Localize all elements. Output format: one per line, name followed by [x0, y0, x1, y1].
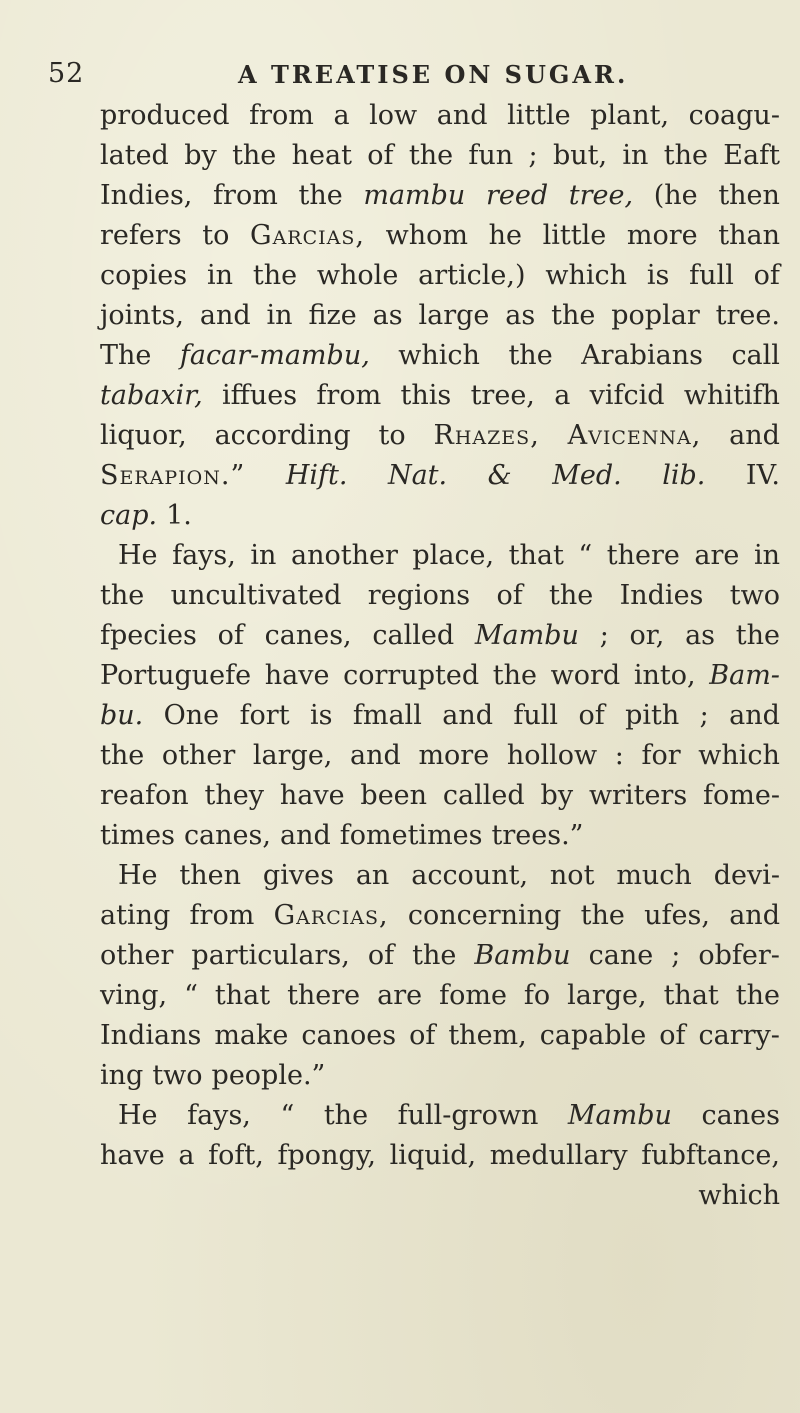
- word: called: [442, 780, 525, 811]
- word: another: [291, 540, 398, 571]
- word: Indies: [619, 580, 704, 611]
- text-line: [100, 176, 780, 216]
- word: regions: [367, 580, 471, 611]
- word: this: [400, 380, 452, 411]
- word: have: [264, 660, 330, 691]
- text-line: [100, 896, 780, 936]
- text-line: [118, 1096, 780, 1136]
- word: fpecies: [100, 620, 197, 651]
- word: devi-: [713, 860, 780, 891]
- word: large,: [567, 980, 647, 1011]
- word: in: [622, 140, 649, 171]
- text-line: [100, 456, 780, 496]
- word: ing: [100, 1060, 144, 1091]
- word: fmall: [352, 700, 422, 731]
- text-line: [100, 936, 780, 976]
- word: people.”: [211, 1060, 326, 1091]
- word: in: [753, 540, 780, 571]
- text-line: [100, 696, 780, 736]
- word: ;: [528, 140, 538, 171]
- word: large: [418, 300, 490, 331]
- word: Rhazes,: [433, 420, 540, 451]
- text-line: [100, 496, 780, 536]
- body-text: [100, 96, 780, 1216]
- word: reed: [485, 180, 549, 211]
- word: produced: [100, 100, 230, 131]
- word: as: [685, 620, 716, 651]
- word: of: [496, 580, 523, 611]
- word: Serapion.”: [100, 460, 246, 491]
- word: the: [298, 180, 343, 211]
- word: (he: [653, 180, 698, 211]
- word: which: [698, 1180, 780, 1211]
- word: mambu: [363, 180, 466, 211]
- word: &: [487, 460, 512, 491]
- word: from: [213, 180, 278, 211]
- word: call: [731, 340, 780, 371]
- word: the: [100, 740, 145, 771]
- text-line: [100, 216, 780, 256]
- word: canes,: [264, 620, 352, 651]
- word: the: [323, 1100, 369, 1131]
- word: Indies,: [100, 180, 193, 211]
- word: ;: [699, 700, 709, 731]
- word: make: [214, 1020, 289, 1051]
- word: ;: [599, 620, 609, 651]
- word: of: [659, 1020, 686, 1051]
- word: they: [204, 780, 264, 811]
- word: but,: [552, 140, 608, 171]
- word: fome-: [703, 780, 780, 811]
- text-line: [100, 576, 780, 616]
- word: ating: [100, 900, 171, 931]
- word: in: [250, 540, 277, 571]
- word: trees.”: [491, 820, 584, 851]
- word: the: [232, 140, 277, 171]
- word: fun: [468, 140, 514, 171]
- word: corrupted: [343, 660, 480, 691]
- word: full: [513, 700, 559, 731]
- word: whitifh: [683, 380, 780, 411]
- word: then: [718, 180, 780, 211]
- word: joints,: [100, 300, 184, 331]
- word: vifcid: [589, 380, 665, 411]
- word: Hift.: [285, 460, 348, 491]
- word: fays,: [172, 540, 236, 571]
- word: is: [646, 260, 670, 291]
- word: liquid,: [389, 1140, 477, 1171]
- word: Mambu: [567, 1100, 672, 1131]
- word: more: [418, 740, 490, 771]
- word: Eaft: [723, 140, 780, 171]
- word: uncultivated: [170, 580, 342, 611]
- word: the: [508, 340, 553, 371]
- word: particulars,: [191, 940, 350, 971]
- word: from: [189, 900, 255, 931]
- word: of: [578, 700, 605, 731]
- word: fubftance,: [641, 1140, 780, 1171]
- word: been: [360, 780, 428, 811]
- word: and: [436, 100, 488, 131]
- word: Mambu: [474, 620, 579, 651]
- page-number: 52: [48, 58, 85, 89]
- text-line: [118, 856, 780, 896]
- word: Bambu: [474, 940, 571, 971]
- word: which: [698, 740, 780, 771]
- word: hollow: [506, 740, 598, 771]
- word: or,: [629, 620, 665, 651]
- word: the: [408, 140, 454, 171]
- word: there: [606, 540, 680, 571]
- word: whole: [316, 260, 399, 291]
- word: Bam-: [709, 660, 780, 691]
- word: cap.: [100, 500, 158, 531]
- word: coagu-: [688, 100, 780, 131]
- word: according: [214, 420, 351, 451]
- word: ving,: [100, 980, 168, 1011]
- word: capable: [539, 1020, 647, 1051]
- word: the: [492, 660, 537, 691]
- word: bu.: [100, 700, 144, 731]
- word: the: [663, 140, 708, 171]
- word: which: [545, 260, 627, 291]
- word: gives: [262, 860, 334, 891]
- word: are: [694, 540, 740, 571]
- word: fize: [308, 300, 357, 331]
- text-line: [100, 256, 780, 296]
- text-line: [100, 776, 780, 816]
- word: more: [626, 220, 698, 251]
- word: “: [280, 1100, 295, 1131]
- word: the: [735, 620, 780, 651]
- word: medullary: [489, 1140, 628, 1171]
- word: He: [118, 1100, 158, 1131]
- word: liquor,: [100, 420, 187, 451]
- word: other: [161, 740, 236, 771]
- word: word: [550, 660, 621, 691]
- word: One: [163, 700, 220, 731]
- word: of: [367, 940, 395, 971]
- text-line: [100, 976, 780, 1016]
- word: and: [442, 700, 493, 731]
- word: fome: [439, 980, 507, 1011]
- word: by: [184, 140, 217, 171]
- word: facar-mambu,: [179, 340, 370, 371]
- word: article,): [418, 260, 526, 291]
- word: other: [100, 940, 174, 971]
- word: and: [279, 820, 331, 851]
- word: have: [279, 780, 345, 811]
- word: that: [663, 980, 719, 1011]
- word: a: [333, 100, 350, 131]
- word: :: [614, 740, 624, 771]
- word: the: [412, 940, 457, 971]
- word: them,: [448, 1020, 527, 1051]
- word: a: [554, 380, 571, 411]
- word: called: [372, 620, 455, 651]
- word: writers: [588, 780, 688, 811]
- word: Indians: [100, 1020, 202, 1051]
- word: copies: [100, 260, 188, 291]
- word: by: [540, 780, 574, 811]
- word: little: [507, 100, 571, 131]
- text-line: [100, 1176, 780, 1216]
- word: not: [549, 860, 595, 891]
- word: for: [641, 740, 681, 771]
- word: Med.: [552, 460, 622, 491]
- word: obfer-: [698, 940, 780, 971]
- word: the: [735, 980, 780, 1011]
- word: is: [309, 700, 333, 731]
- text-line: [100, 816, 780, 856]
- word: The: [100, 340, 152, 371]
- word: tree,: [568, 180, 634, 211]
- text-line: [100, 1056, 780, 1096]
- word: from: [316, 380, 382, 411]
- word: heat: [291, 140, 352, 171]
- word: are: [377, 980, 423, 1011]
- word: as: [372, 300, 403, 331]
- word: and: [199, 300, 251, 331]
- word: Avicenna,: [567, 420, 702, 451]
- word: “: [578, 540, 593, 571]
- word: canes,: [183, 820, 271, 851]
- word: a: [178, 1140, 195, 1171]
- word: an: [355, 860, 390, 891]
- word: reafon: [100, 780, 189, 811]
- word: IV.: [745, 460, 780, 491]
- word: much: [616, 860, 692, 891]
- text-line: [100, 376, 780, 416]
- word: that: [214, 980, 271, 1011]
- word: two: [729, 580, 780, 611]
- word: plant,: [590, 100, 670, 131]
- word: in: [266, 300, 293, 331]
- word: fays,: [187, 1100, 251, 1131]
- word: into,: [633, 660, 696, 691]
- text-line: [100, 96, 780, 136]
- word: pith: [625, 700, 680, 731]
- word: Garcias,: [250, 220, 365, 251]
- word: have: [100, 1140, 165, 1171]
- text-line: [100, 616, 780, 656]
- text-line: [118, 536, 780, 576]
- word: He: [118, 540, 158, 571]
- word: times: [100, 820, 175, 851]
- word: whom: [385, 220, 468, 251]
- word: of: [753, 260, 780, 291]
- word: large,: [252, 740, 333, 771]
- word: and: [729, 900, 780, 931]
- word: “: [184, 980, 198, 1011]
- word: the: [252, 260, 298, 291]
- word: foft,: [208, 1140, 264, 1171]
- word: fort: [239, 700, 290, 731]
- text-line: [100, 656, 780, 696]
- word: tree,: [470, 380, 535, 411]
- word: two: [152, 1060, 203, 1091]
- word: place,: [412, 540, 495, 571]
- word: as: [505, 300, 536, 331]
- word: then: [179, 860, 242, 891]
- word: lib.: [662, 460, 706, 491]
- word: in: [206, 260, 234, 291]
- word: fpongy,: [277, 1140, 376, 1171]
- word: canes: [701, 1100, 780, 1131]
- word: the: [100, 580, 145, 611]
- word: full: [689, 260, 734, 291]
- word: iffues: [222, 380, 298, 411]
- running-head: [48, 58, 748, 98]
- word: carry-: [698, 1020, 780, 1051]
- text-line: [100, 416, 780, 456]
- word: fometimes: [339, 820, 483, 851]
- word: cane: [588, 940, 654, 971]
- word: there: [287, 980, 361, 1011]
- word: little: [542, 220, 607, 251]
- word: and: [729, 420, 780, 451]
- word: and: [350, 740, 401, 771]
- word: to: [378, 420, 406, 451]
- word: low: [369, 100, 418, 131]
- word: ;: [671, 940, 681, 971]
- word: than: [718, 220, 780, 251]
- word: poplar: [611, 300, 700, 331]
- word: Nat.: [387, 460, 448, 491]
- word: of: [367, 140, 394, 171]
- word: fo: [523, 980, 551, 1011]
- word: full-grown: [397, 1100, 539, 1131]
- word: which: [398, 340, 480, 371]
- word: the: [580, 900, 625, 931]
- running-title: A TREATISE ON SUGAR.: [238, 60, 629, 89]
- word: He: [118, 860, 158, 891]
- word: 1.: [166, 500, 192, 531]
- word: canoes: [301, 1020, 397, 1051]
- word: ufes,: [644, 900, 710, 931]
- word: Portuguefe: [100, 660, 252, 691]
- word: the: [549, 580, 594, 611]
- word: tree.: [715, 300, 780, 331]
- text-line: [100, 296, 780, 336]
- word: that: [508, 540, 564, 571]
- word: concerning: [407, 900, 562, 931]
- text-line: [100, 1016, 780, 1056]
- text-line: [100, 336, 780, 376]
- word: refers: [100, 220, 182, 251]
- word: to: [202, 220, 230, 251]
- word: Arabians: [581, 340, 703, 371]
- word: of: [409, 1020, 436, 1051]
- text-line: [100, 136, 780, 176]
- word: of: [217, 620, 244, 651]
- word: he: [488, 220, 522, 251]
- text-line: [100, 1136, 780, 1176]
- word: account,: [411, 860, 529, 891]
- word: Garcias,: [273, 900, 389, 931]
- word: lated: [100, 140, 169, 171]
- word: tabaxir,: [100, 380, 203, 411]
- word: the: [551, 300, 596, 331]
- word: from: [249, 100, 314, 131]
- text-line: [100, 736, 780, 776]
- word: and: [729, 700, 780, 731]
